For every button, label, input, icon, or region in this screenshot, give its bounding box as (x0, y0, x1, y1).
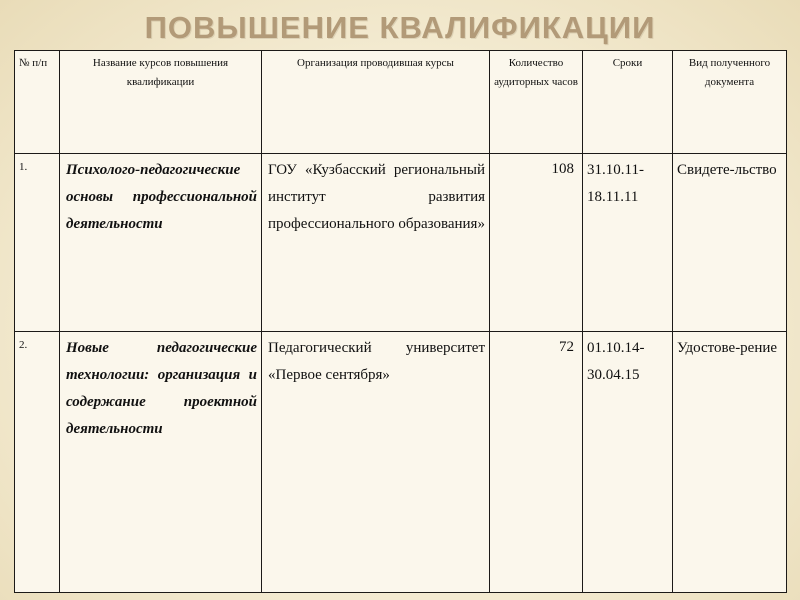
cell-doc: Свидете-льство (673, 154, 787, 332)
header-hours: Количество аудиторных часов (490, 51, 583, 154)
header-dates: Сроки (583, 51, 673, 154)
table-row (15, 332, 787, 593)
header-num: № п/п (15, 51, 60, 154)
cell-hours: 108 (490, 154, 583, 332)
cell-dates: 31.10.11-18.11.11 (583, 154, 673, 332)
table-row (15, 154, 787, 332)
cell-dates: 01.10.14-30.04.15 (583, 332, 673, 593)
header-doc: Вид полученного документа (673, 51, 787, 154)
cell-num: 1. (15, 154, 60, 332)
table-header-row (15, 51, 787, 154)
header-org: Организация проводившая курсы (262, 51, 490, 154)
cell-doc: Удостове-рение (673, 332, 787, 593)
cell-num: 2. (15, 332, 60, 593)
cell-course: Психолого-педагогические основы профессиональной деятельности (60, 154, 262, 332)
cell-hours: 72 (490, 332, 583, 593)
page-title: ПОВЫШЕНИЕ КВАЛИФИКАЦИИ (144, 10, 656, 45)
cell-org: ГОУ «Кузбасский региональный институт развития профессионального образования» (262, 154, 490, 332)
qualification-table (14, 50, 787, 593)
cell-org: Педагогический университет «Первое сентября» (262, 332, 490, 593)
cell-course: Новые педагогические технологии: организация и содержание проектной деятельности (60, 332, 262, 593)
header-course: Название курсов повышения квалификации (60, 51, 262, 154)
